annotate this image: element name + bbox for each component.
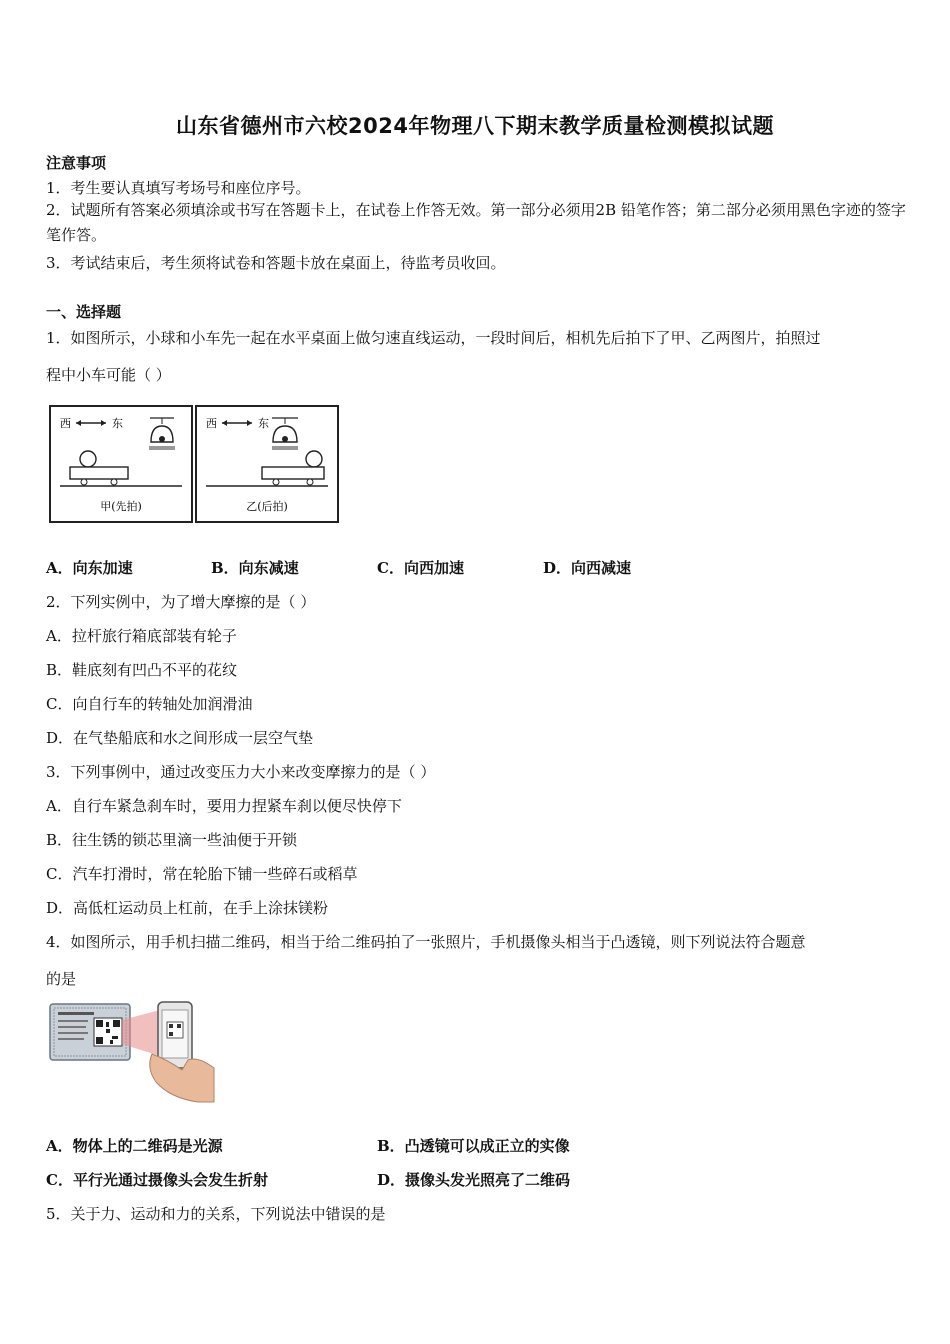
- q4-stem-line1: 4．如图所示，用手机扫描二维码，相当于给二维码拍了一张照片，手机摄像头相当于凸透镜，则下列说法符合题意: [46, 933, 806, 951]
- q5-stem: 5．关于力、运动和力的关系，下列说法中错误的是: [46, 1205, 386, 1223]
- q1-stem-line1: 1．如图所示，小球和小车先一起在水平桌面上做匀速直线运动，一段时间后，相机先后拍下了甲、乙两图片，拍照过: [46, 329, 821, 347]
- q2-option-d: D．在气垫船底和水之间形成一层空气垫: [46, 729, 314, 747]
- q3-option-b: B．往生锈的锁芯里滴一些油便于开锁: [46, 831, 298, 849]
- q3-option-a: A．自行车紧急刹车时，要用力捏紧车刹以便尽快停下: [46, 797, 402, 815]
- caption-a: 甲(先拍): [100, 500, 142, 513]
- q1-option-c: C．向西加速: [377, 559, 464, 577]
- q3-option-c: C．汽车打滑时，常在轮胎下铺一些碎石或稻草: [46, 865, 358, 883]
- q4-option-a: A．物体上的二维码是光源: [46, 1137, 223, 1155]
- panel-a-west: 西: [60, 417, 71, 430]
- q2-option-c: C．向自行车的转轴处加润滑油: [46, 695, 253, 713]
- q4-option-d: D．摄像头发光照亮了二维码: [377, 1171, 571, 1189]
- q3-stem: 3．下列事例中，通过改变压力大小来改变摩擦力的是（ ）: [46, 763, 436, 781]
- q1-stem-line2: 程中小车可能（ ）: [46, 366, 171, 384]
- notice-item-1: 1．考生要认真填写考场号和座位序号。: [46, 179, 311, 197]
- notice-item-2: 2．试题所有答案必须填涂或书写在答题卡上，在试卷上作答无效。第一部分必须用2B 铅笔作答；第二部分必须用黑色字迹的签字笔作答。: [46, 201, 906, 244]
- ball-a: [80, 451, 96, 467]
- q2-option-b: B．鞋底刻有凹凸不平的花纹: [46, 661, 238, 679]
- cart-b: [262, 467, 324, 479]
- q4-figure: [48, 998, 218, 1106]
- q1-option-d: D．向西减速: [543, 559, 632, 577]
- section-heading: 一、选择题: [46, 303, 122, 321]
- q2-option-a: A．拉杆旅行箱底部装有轮子: [46, 627, 237, 645]
- q1-figure: [48, 402, 342, 526]
- panel-a-east: 东: [112, 417, 123, 430]
- ball-b: [306, 451, 322, 467]
- q1-option-a: A．向东加速: [46, 559, 133, 577]
- q4-option-b: B．凸透镜可以成正立的实像: [377, 1137, 570, 1155]
- cart-a: [70, 467, 128, 479]
- q1-option-b: B．向东减速: [211, 559, 299, 577]
- caption-b: 乙(后拍): [246, 500, 288, 513]
- panel-b-east: 东: [258, 417, 269, 430]
- q2-stem: 2．下列实例中，为了增大摩擦的是（ ）: [46, 593, 316, 611]
- notice-heading: 注意事项: [46, 154, 107, 172]
- notice-item-3: 3．考试结束后，考生须将试卷和答题卡放在桌面上，待监考员收回。: [46, 254, 506, 272]
- page-title: 山东省德州市六校2024年物理八下期末教学质量检测模拟试题: [176, 114, 774, 138]
- q3-option-d: D．高低杠运动员上杠前，在手上涂抹镁粉: [46, 899, 329, 917]
- q4-option-c: C．平行光通过摄像头会发生折射: [46, 1171, 268, 1189]
- panel-b-west: 西: [206, 417, 217, 430]
- q4-stem-line2: 的是: [46, 970, 77, 988]
